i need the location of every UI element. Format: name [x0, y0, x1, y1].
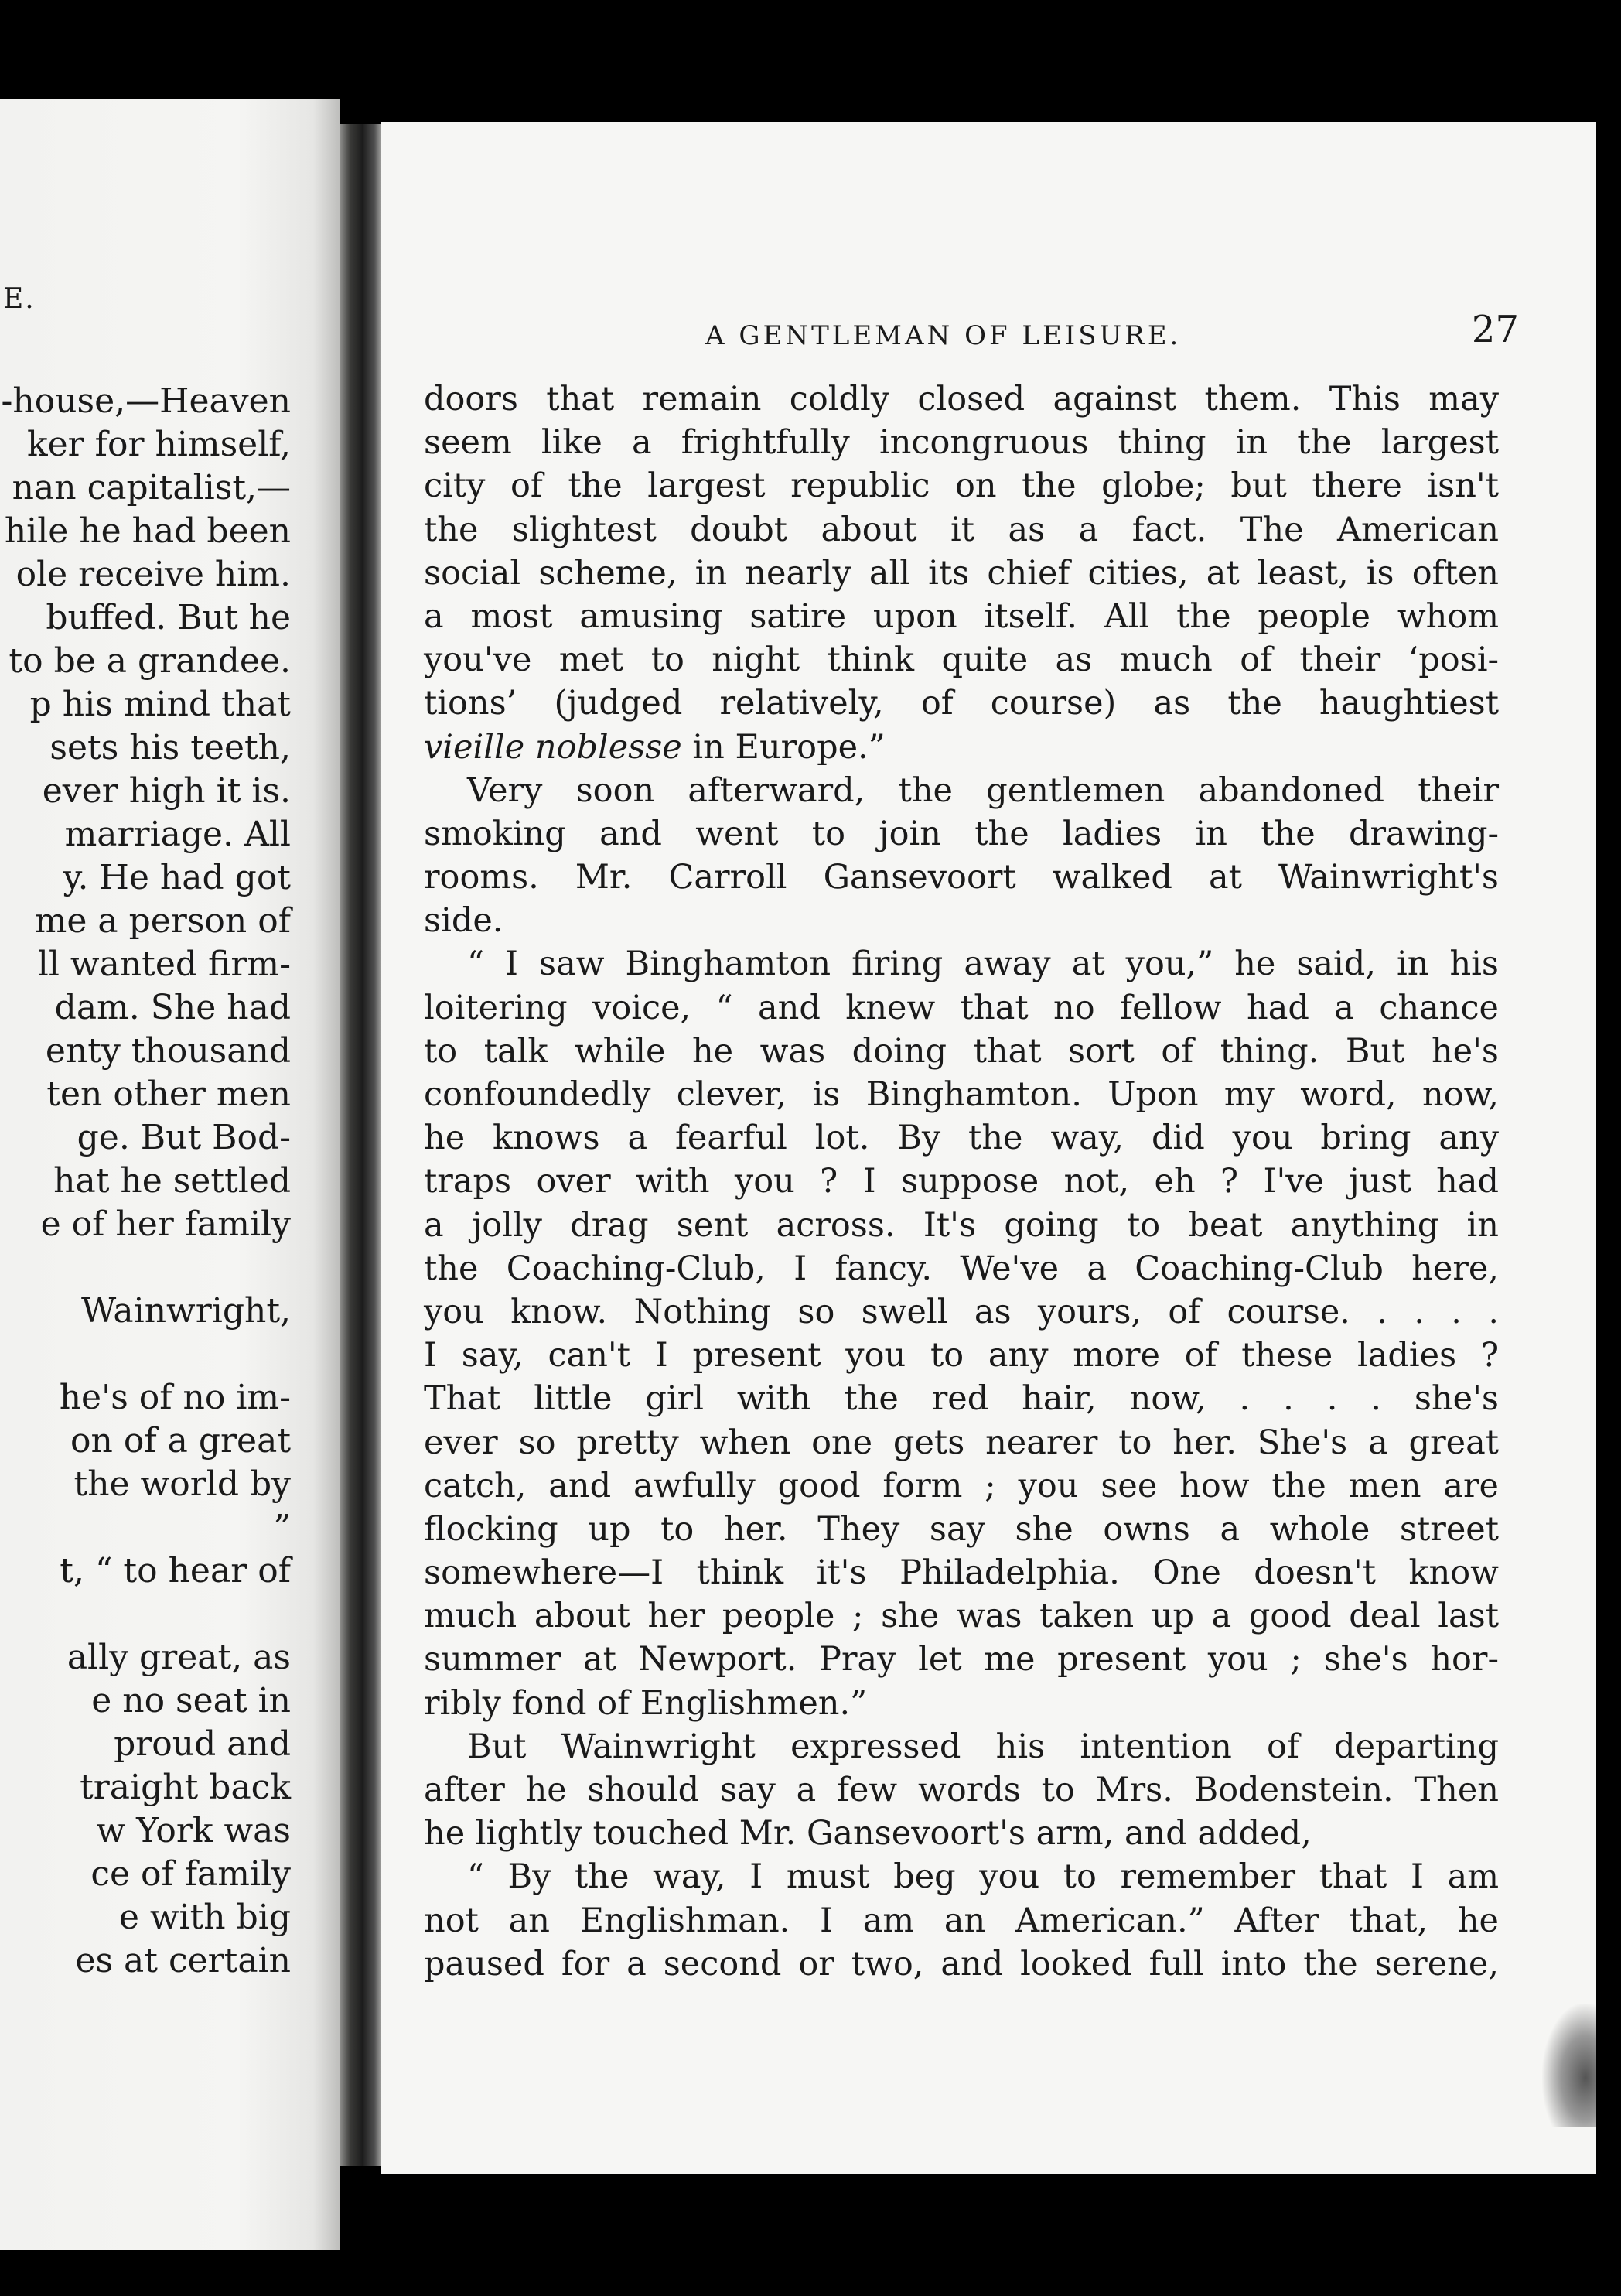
- left-text-line: ten other men: [46, 1075, 291, 1114]
- text-line: summer at Newport. Pray let me present you ; she's hor-: [424, 1640, 1499, 1679]
- page-corner-damage: [1542, 2004, 1596, 2127]
- text-line: confoundedly clever, is Binghamton. Upon my word, now,: [424, 1075, 1499, 1114]
- left-text-line: es at certain: [75, 1941, 291, 1980]
- italic-phrase: vieille noblesse: [424, 727, 682, 767]
- text-line: a jolly drag sent across. It's going to beat anything in: [424, 1205, 1499, 1245]
- left-text-line: sets his teeth,: [49, 728, 291, 767]
- right-page: [381, 122, 1596, 2174]
- text-line: smoking and went to join the ladies in the drawing-: [424, 814, 1499, 853]
- text-line: flocking up to her. They say she owns a whole street: [424, 1509, 1499, 1549]
- left-text-line: ally great, as: [67, 1638, 291, 1677]
- text-line-rest: in Europe.”: [681, 727, 886, 767]
- text-line: much about her people ; she was taken up a good deal last: [424, 1597, 1499, 1636]
- left-text-line: ce of family: [90, 1854, 291, 1894]
- text-line: ribly fond of Englishmen.”: [424, 1683, 868, 1723]
- text-line: [424, 726, 1499, 769]
- left-running-head: E.: [3, 283, 36, 315]
- left-text-line: Wainwright,: [81, 1291, 291, 1331]
- left-text-line: -house,—Heaven: [1, 381, 291, 421]
- left-text-line: on of a great: [70, 1421, 291, 1461]
- text-line: paused for a second or two, and looked full into the serene,: [424, 1944, 1499, 1983]
- left-text-line: ker for himself,: [26, 425, 291, 464]
- text-line: to talk while he was doing that sort of thing. But he's: [424, 1031, 1499, 1071]
- left-text-line: dam. She had: [54, 988, 291, 1027]
- left-text-line: nan capitalist,—: [12, 468, 291, 507]
- left-text-line: me a person of: [34, 901, 291, 941]
- left-text-line: hat he settled: [53, 1161, 291, 1201]
- left-text-line: t, “ to hear of: [60, 1551, 291, 1590]
- text-line: side.: [424, 901, 503, 941]
- text-line: tions’ (judged relatively, of course) as the haughtiest: [424, 684, 1499, 723]
- text-line: you've met to night think quite as much of their ‘posi-: [424, 641, 1499, 680]
- left-text-line: y. He had got: [63, 858, 291, 897]
- left-page: [0, 99, 340, 2250]
- text-line: he knows a fearful lot. By the way, did you bring any: [424, 1119, 1499, 1158]
- text-line: you know. Nothing so swell as yours, of course. . . . .: [424, 1292, 1499, 1331]
- left-text-line: e no seat in: [91, 1681, 291, 1720]
- text-line: loitering voice, “ and knew that no fellow had a chance: [424, 988, 1499, 1027]
- book-spine-gutter: [340, 124, 381, 2166]
- text-line: a most amusing satire upon itself. All the people whom: [424, 596, 1499, 636]
- left-text-line: enty thousand: [45, 1031, 291, 1071]
- running-head: A GENTLEMAN OF LEISURE.: [705, 320, 1182, 351]
- left-text-line: ll wanted firm-: [37, 945, 291, 984]
- text-line: seem like a frightfully incongruous thing in the largest: [424, 423, 1499, 463]
- left-text-line: w York was: [96, 1811, 291, 1850]
- left-text-line: e with big: [118, 1898, 291, 1937]
- text-line: I say, can't I present you to any more of these ladies ?: [424, 1336, 1499, 1375]
- text-line: “ I saw Binghamton firing away at you,” he said, in his: [467, 945, 1499, 984]
- left-text-line: the world by: [73, 1464, 291, 1504]
- left-text-line: traight back: [80, 1768, 291, 1807]
- text-line: ever so pretty when one gets nearer to her. She's a great: [424, 1423, 1499, 1462]
- left-text-line: to be a grandee.: [9, 641, 291, 681]
- text-line: he lightly touched Mr. Gansevoort's arm, and added,: [424, 1814, 1312, 1854]
- text-line: social scheme, in nearly all its chief cities, at least, is often: [424, 553, 1499, 593]
- left-text-line: he's of no im-: [59, 1378, 291, 1417]
- text-line: not an Englishman. I am an American.” After that, he: [424, 1901, 1499, 1940]
- text-line: city of the largest republic on the globe; but there isn't: [424, 466, 1499, 506]
- left-text-line: e of her family: [40, 1204, 291, 1244]
- text-line: the slightest doubt about it as a fact. The American: [424, 510, 1499, 549]
- left-text-line: ”: [273, 1508, 291, 1547]
- text-line: But Wainwright expressed his intention of departing: [467, 1727, 1499, 1766]
- text-line: doors that remain coldly closed against them. This may: [424, 380, 1499, 419]
- text-line: Very soon afterward, the gentlemen abandoned their: [467, 770, 1499, 810]
- text-line: somewhere—I think it's Philadelphia. One doesn't know: [424, 1553, 1499, 1593]
- left-text-line: ever high it is.: [42, 771, 291, 811]
- text-line: traps over with you ? I suppose not, eh ? I've just had: [424, 1162, 1499, 1201]
- left-text-line: p his mind that: [29, 685, 291, 724]
- body-text: [424, 378, 1499, 1986]
- left-text-line: hile he had been: [4, 511, 291, 551]
- text-line: “ By the way, I must beg you to remember that I am: [467, 1857, 1499, 1897]
- left-text-line: marriage. All: [64, 815, 291, 854]
- text-line: That little girl with the red hair, now, . . . . she's: [424, 1379, 1499, 1419]
- left-text-line: proud and: [114, 1724, 291, 1764]
- text-line: the Coaching-Club, I fancy. We've a Coaching-Club here,: [424, 1249, 1499, 1288]
- left-text-line: buffed. But he: [46, 598, 291, 637]
- left-text-line: ole receive him.: [15, 555, 291, 594]
- left-text-line: ge. But Bod-: [77, 1118, 291, 1157]
- page-number: 27: [1471, 308, 1519, 351]
- text-line: after he should say a few words to Mrs. Bodenstein. Then: [424, 1771, 1499, 1809]
- text-line: catch, and awfully good form ; you see how the men are: [424, 1466, 1499, 1505]
- text-line: rooms. Mr. Carroll Gansevoort walked at Wainwright's: [424, 858, 1499, 897]
